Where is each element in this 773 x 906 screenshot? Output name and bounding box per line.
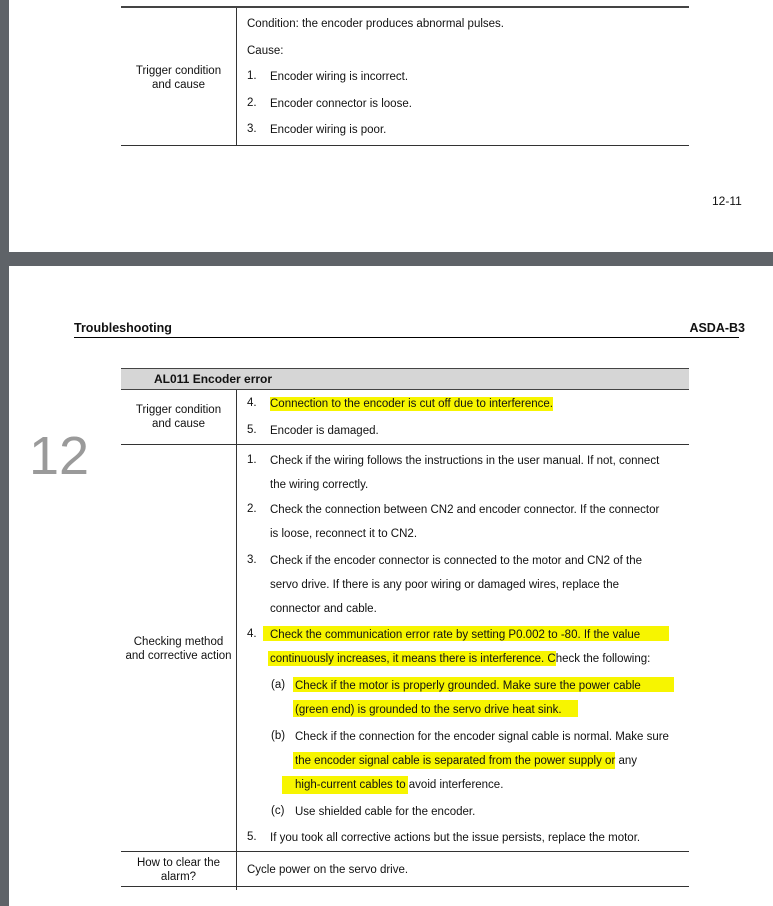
checking-method-label: Checking method and corrective action <box>125 636 232 662</box>
step-text: If you took all corrective actions but the issue persists, replace the motor. <box>270 832 641 844</box>
step-text-rest: . Check the following: <box>541 653 651 665</box>
clear-alarm-text: Cycle power on the servo drive. <box>247 864 409 876</box>
step-number: 3. <box>247 554 257 566</box>
step-text <box>270 652 650 666</box>
highlight: high-current cables to <box>295 779 406 791</box>
cause-text: Encoder is damaged. <box>270 425 379 437</box>
chapter-number: 12 <box>29 426 90 486</box>
header-rule <box>74 337 739 338</box>
highlight: continuously increases, it means there is interference <box>270 653 542 665</box>
cause-number: 1. <box>247 70 257 82</box>
row-divider <box>121 851 689 852</box>
highlight: Connection to the encoder is cut off due to interference. <box>270 398 553 410</box>
cause-number: 5. <box>247 424 257 436</box>
step-text: connector and cable. <box>270 603 377 615</box>
step-number: 1. <box>247 454 257 466</box>
current-page <box>9 266 773 906</box>
table-title-bar <box>121 368 689 390</box>
substep-text-rest: avoid interference. <box>405 779 504 791</box>
step-number: 2. <box>247 503 257 515</box>
header-section-title: Troubleshooting <box>74 321 172 335</box>
step-text: Check if the encoder connector is connected to the motor and CN2 of the <box>270 555 643 567</box>
substep-text <box>295 778 503 792</box>
cause-text-highlighted <box>270 397 553 411</box>
cause-number: 2. <box>247 97 257 109</box>
substep-text <box>295 754 637 768</box>
substep-label: (a) <box>271 679 286 691</box>
highlight: the encoder signal cable is separated from the power supply <box>295 755 602 767</box>
cause-label: Cause: <box>247 45 284 57</box>
table-top-border <box>121 6 689 8</box>
substep-text-highlighted: (green end) is grounded to the servo drive heat sink. <box>295 704 562 716</box>
trigger-condition-label: Trigger condition and cause <box>135 404 222 430</box>
cause-number: 3. <box>247 123 257 135</box>
table-column-divider <box>236 390 237 890</box>
table-title: AL011 Encoder error <box>154 372 273 386</box>
substep-text: Use shielded cable for the encoder. <box>295 806 476 818</box>
header-model-name: ASDA-B3 <box>689 321 745 335</box>
step-text: Check if the wiring follows the instructions in the user manual. If not, connect <box>270 455 660 467</box>
cause-text: Encoder connector is loose. <box>270 98 412 110</box>
page-number: 12-11 <box>712 194 742 208</box>
substep-text-rest: or any <box>601 755 638 767</box>
cause-text: Encoder wiring is poor. <box>270 124 387 136</box>
step-number: 5. <box>247 831 257 843</box>
step-text-highlighted: Check the communication error rate by setting P0.002 to -80. If the value <box>270 629 641 641</box>
step-number: 4. <box>247 628 257 640</box>
cause-number: 4. <box>247 397 257 409</box>
table-bottom-border <box>121 145 689 146</box>
previous-page <box>9 0 773 252</box>
clear-alarm-label: How to clear the alarm? <box>136 857 221 883</box>
cause-text: Encoder wiring is incorrect. <box>270 71 409 83</box>
step-text: is loose, reconnect it to CN2. <box>270 528 418 540</box>
trigger-condition-label: Trigger condition and cause <box>135 65 222 91</box>
step-text: servo drive. If there is any poor wiring or damaged wires, replace the <box>270 579 619 591</box>
substep-label: (b) <box>271 730 286 742</box>
condition-text: Condition: the encoder produces abnormal pulses. <box>247 18 504 30</box>
substep-label: (c) <box>271 805 285 817</box>
substep-text: Check if the connection for the encoder signal cable is normal. Make sure <box>295 731 669 743</box>
table-column-divider <box>236 8 237 146</box>
step-text: the wiring correctly. <box>270 479 369 491</box>
step-text: Check the connection between CN2 and encoder connector. If the connector <box>270 504 660 516</box>
row-divider <box>121 444 689 445</box>
substep-text-highlighted: Check if the motor is properly grounded. Make sure the power cable <box>295 680 641 692</box>
